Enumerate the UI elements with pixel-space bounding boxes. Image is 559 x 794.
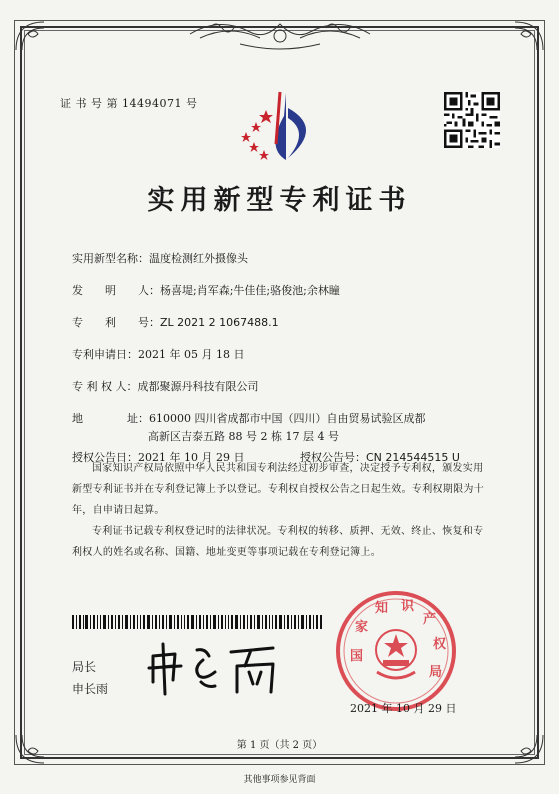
svg-text:识: 识 — [401, 599, 415, 614]
inventor-row: 发 明 人：杨喜堤;肖军森;牛佳佳;骆俊池;余林瞳 — [72, 284, 340, 297]
grant-date: 2021 年 10 月 29 日 — [138, 451, 245, 464]
corner-ornament-tl — [14, 20, 48, 54]
patentee: 成都聚源丹科技有限公司 — [137, 380, 259, 393]
svg-text:家: 家 — [355, 620, 369, 635]
svg-text:权: 权 — [433, 637, 447, 652]
director-title: 局长 — [72, 660, 97, 674]
barcode — [72, 615, 322, 629]
patentee-row: 专 利 权 人：成都聚源丹科技有限公司 — [72, 380, 259, 393]
statement-paragraph-1: 国家知识产权局依照中华人民共和国专利法经过初步审查，决定授予专利权，颁发实用 新型专利证书并在专利登记簿上予以登记。专利权自授权公告之日起生效。专利权期限为十 年，自申请日起算。 — [72, 463, 484, 516]
svg-text:局: 局 — [429, 665, 443, 680]
grant-number-row: 授权公告号：CN 214544515 U — [300, 451, 460, 464]
inventors: 杨喜堤;肖军森;牛佳佳;骆俊池;余林瞳 — [160, 284, 340, 297]
page-number: 第 1 页（共 2 页） — [236, 740, 323, 751]
filing-date: 2021 年 05 月 18 日 — [138, 348, 245, 361]
patent-number-row: 专 利 号：ZL 2021 2 1067488.1 — [72, 316, 279, 329]
grant-row: 授权公告日：2021 年 10 月 29 日 — [72, 451, 245, 464]
svg-text:产: 产 — [423, 612, 437, 627]
official-seal — [333, 588, 459, 714]
svg-text:知: 知 — [375, 601, 389, 616]
svg-text:国: 国 — [350, 649, 364, 664]
certificate-number: 证 书 号 第 14494071 号 — [60, 97, 198, 110]
address-line-2: 高新区吉泰五路 88 号 2 栋 17 层 4 号 — [148, 430, 339, 443]
corner-ornament-tr — [511, 20, 545, 54]
certificate-title: 实用新型专利证书 — [147, 185, 412, 216]
top-ornament — [180, 14, 380, 54]
qr-code — [444, 92, 500, 148]
handwritten-signature — [145, 638, 285, 698]
seal-date: 2021 年 10 月 29 日 — [350, 702, 457, 715]
footer-note: 其他事项参见背面 — [243, 775, 316, 785]
cnipa-logo-icon — [236, 88, 326, 163]
statement-paragraph-2: 专利证书记载专利权登记时的法律状况。专利权的转移、质押、无效、终止、恢复和专 利权人的姓名或名称、国籍、地址变更等事项记载在专利登记簿上。 — [72, 526, 484, 558]
utility-model-name: 温度检测红外摄像头 — [149, 252, 248, 265]
utility-model-name-row: 实用新型名称：温度检测红外摄像头 — [72, 252, 248, 265]
patent-number: ZL 2021 2 1067488.1 — [160, 316, 279, 329]
address-line-1: 610000 四川省成都市中国（四川）自由贸易试验区成都 — [149, 412, 426, 425]
grant-number: CN 214544515 U — [366, 451, 460, 464]
director-name: 申长雨 — [72, 682, 109, 696]
address-row: 地 址：610000 四川省成都市中国（四川）自由贸易试验区成都 — [72, 412, 426, 425]
filing-date-row: 专利申请日：2021 年 05 月 18 日 — [72, 348, 245, 361]
